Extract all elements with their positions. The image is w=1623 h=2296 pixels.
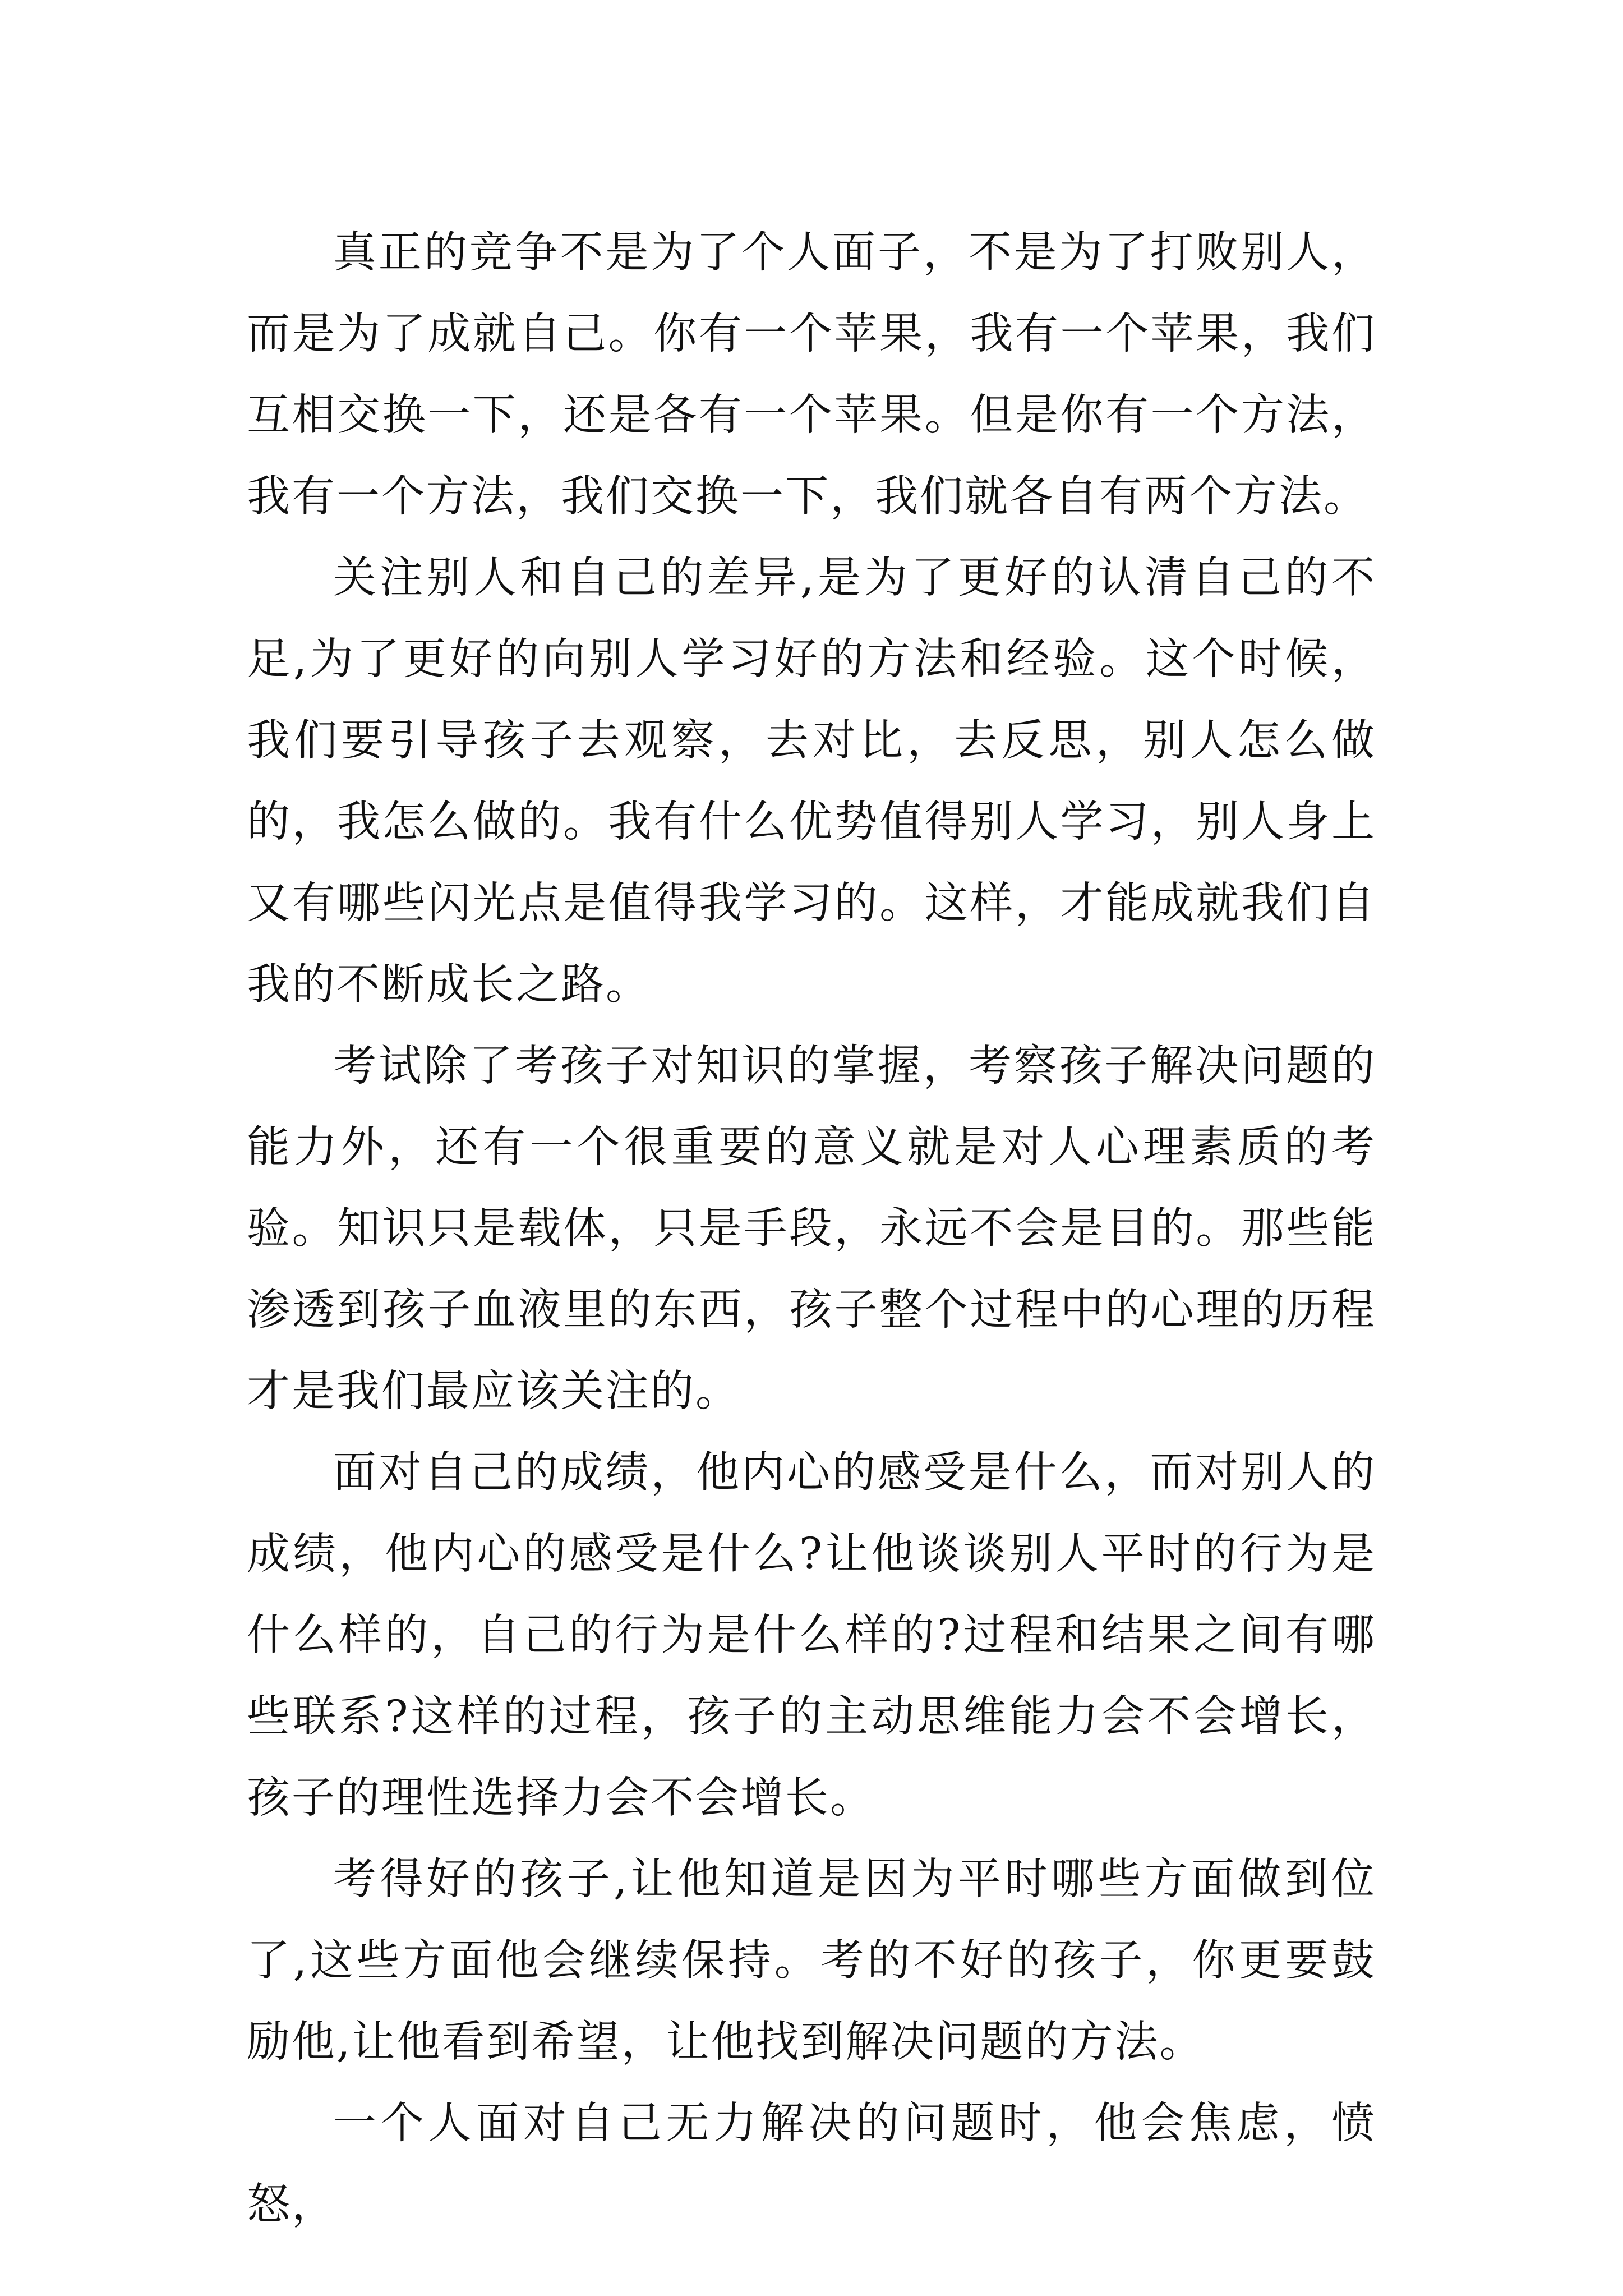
paragraph-encouragement: 考得好的孩子,让他知道是因为平时哪些方面做到位了,这些方面他会继续保持。考的不好的孩子，你更要鼓励他,让他看到希望，让他找到解决问题的方法。: [247, 1855, 1376, 2067]
paragraph-feelings: 面对自己的成绩，他内心的感受是什么，而对别人的成绩，他内心的感受是什么?让他谈谈别人平时的行为是什么样的，自己的行为是什么样的?过程和结果之间有哪些联系?这样的过程，孩子的主动思维能力会不会增长，孩子的理性选择力会不会增长。: [247, 1448, 1376, 1823]
paragraph-competition: 真正的竞争不是为了个人面子，不是为了打败别人，而是为了成就自己。你有一个苹果，我有一个苹果，我们互相交换一下，还是各有一个苹果。但是你有一个方法，我有一个方法，我们交换一下，我们就各自有两个方法。: [247, 228, 1376, 522]
paragraph-anxiety: 一个人面对自己无力解决的问题时，他会焦虑，愤怒，: [247, 2099, 1376, 2230]
body-text: [247, 212, 1376, 2246]
paragraph-exam-meaning: 考试除了考孩子对知识的掌握，考察孩子解决问题的能力外，还有一个很重要的意义就是对人心理素质的考验。知识只是载体，只是手段，永远不会是目的。那些能渗透到孩子血液里的东西，孩子整个过程中的心理的历程才是我们最应该关注的。: [247, 1041, 1376, 1416]
paragraph-differences: 关注别人和自己的差异,是为了更好的认清自己的不足,为了更好的向别人学习好的方法和经验。这个时候，我们要引导孩子去观察，去对比，去反思，别人怎么做的，我怎么做的。我有什么优势值得别人学习，别人身上又有哪些闪光点是值得我学习的。这样，才能成就我们自我的不断成长之路。: [247, 553, 1376, 1010]
